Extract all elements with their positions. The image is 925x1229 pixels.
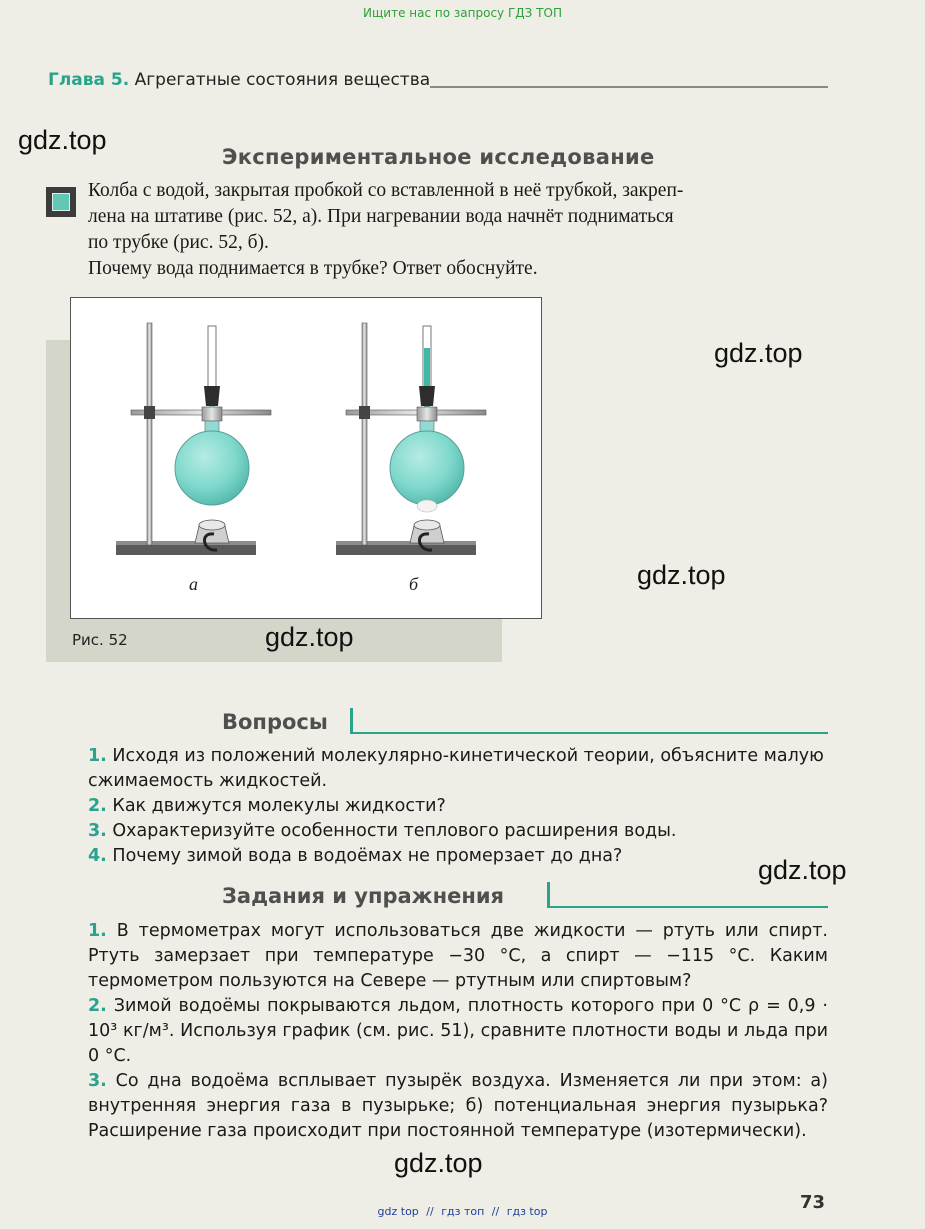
label-a: а xyxy=(189,574,198,594)
chapter-rule xyxy=(430,86,828,88)
bottom-link[interactable]: гдз топ xyxy=(441,1205,485,1218)
separator: // xyxy=(491,1205,500,1218)
experiment-line: по трубке (рис. 52, б). xyxy=(88,232,269,253)
flask-apparatus-illustration xyxy=(71,298,541,618)
list-item: 2. Как движутся молекулы жидкости? xyxy=(88,796,446,816)
bottom-link[interactable]: gdz top xyxy=(377,1205,419,1218)
chapter-label: Глава 5. xyxy=(48,70,130,90)
list-item: 4. Почему зимой вода в водоёмах не промерзает до дна? xyxy=(88,846,623,866)
chapter-title: Агрегатные состояния вещества xyxy=(134,70,431,90)
list-item: 1. В термометрах могут использоваться две жидкости — ртуть или спирт. Ртуть замерзает при температуре −30 °С, а спирт — −115 °С. Каким термометром пользуются на Севере — ртутным или спиртовым? xyxy=(88,921,828,991)
separator: // xyxy=(426,1205,434,1218)
watermark: gdz.top xyxy=(714,338,803,368)
experiment-line: лена на штативе (рис. 52, а). При нагревании вода начнёт подниматься xyxy=(88,206,674,227)
watermark: gdz.top xyxy=(394,1148,483,1178)
figure-52 xyxy=(70,297,542,619)
experiment-line: Почему вода поднимается в трубке? Ответ обоснуйте. xyxy=(88,258,538,279)
watermark: gdz.top xyxy=(265,622,354,652)
page-number: 73 xyxy=(800,1192,826,1213)
figure-caption: Рис. 52 xyxy=(72,631,128,649)
apparatus-b xyxy=(336,323,486,594)
list-item: 1. Исходя из положений молекулярно-кинетической теории, объясните малую сжимаемость жидкостей. xyxy=(88,746,824,791)
chapter-header xyxy=(48,70,430,90)
questions-title: Вопросы xyxy=(222,710,328,734)
list-item: 3. Со дна водоёма всплывает пузырёк воздуха. Изменяется ли при этом: а) внутренняя энергия газа в пузырьке; б) потенциальная энергия пузырька? Расширение газа происходит при постоянной температуре (изотермически). xyxy=(88,1071,828,1141)
list-item: 2. Зимой водоёмы покрываются льдом, плотность которого при 0 °С ρ = 0,9 · 10³ кг/м³. Используя график (см. рис. 51), сравните плотности воды и льда при 0 °С. xyxy=(88,996,828,1066)
experiment-line: Колба с водой, закрытая пробкой со вставленной в неё трубкой, закреп- xyxy=(88,180,684,201)
experiment-text xyxy=(88,178,828,282)
bottom-links xyxy=(0,1205,925,1218)
questions-title-line xyxy=(350,732,828,734)
list-item: 3. Охарактеризуйте особенности теплового расширения воды. xyxy=(88,821,677,841)
experiment-title: Экспериментальное исследование xyxy=(222,145,655,169)
watermark: gdz.top xyxy=(758,855,847,885)
questions-title-bar xyxy=(350,708,353,734)
questions-list xyxy=(88,744,828,869)
watermark: gdz.top xyxy=(18,125,107,155)
top-banner: Ищите нас по запросу ГДЗ ТОП xyxy=(363,6,562,20)
bottom-link[interactable]: гдз top xyxy=(506,1205,548,1218)
tasks-title-line xyxy=(547,906,828,908)
tasks-title: Задания и упражнения xyxy=(222,884,505,908)
watermark: gdz.top xyxy=(637,560,726,590)
tasks-list xyxy=(88,919,828,1144)
task-square-icon xyxy=(46,187,76,217)
apparatus-a xyxy=(116,323,271,594)
tasks-title-bar xyxy=(547,882,550,908)
label-b: б xyxy=(409,574,419,594)
